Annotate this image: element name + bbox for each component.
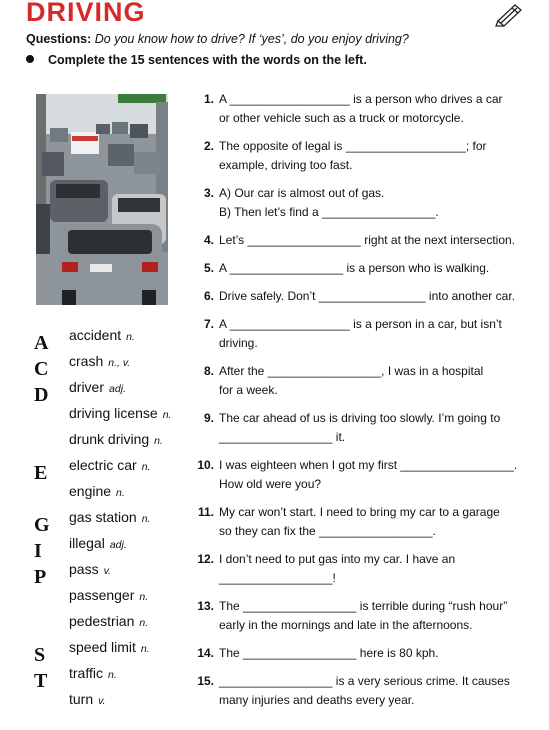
word-row [30, 353, 200, 379]
word-row [30, 509, 200, 535]
word-text: speed limit [69, 639, 136, 655]
index-letter: P [34, 566, 47, 588]
sentence-text [219, 597, 539, 635]
sentence-line: example, driving too fast. [219, 158, 353, 172]
word-text: electric car [69, 457, 137, 473]
part-of-speech: n. [139, 617, 149, 629]
word-item [69, 561, 111, 577]
word-row [30, 327, 200, 353]
word-item [69, 483, 125, 499]
sentence-line: The opposite of legal is __________________; for [219, 139, 487, 153]
sentence-text [219, 231, 539, 250]
word-item [69, 613, 148, 629]
word-row [30, 561, 200, 587]
word-text: passenger [69, 587, 135, 603]
word-item [69, 457, 150, 473]
sentence-line: My car won’t start. I need to bring my car to a garage [219, 505, 500, 519]
word-text: pedestrian [69, 613, 135, 629]
sentence-text [219, 315, 539, 353]
word-text: drunk driving [69, 431, 150, 447]
page-title: DRIVING [26, 0, 146, 27]
index-letter: I [34, 540, 42, 562]
word-row [30, 457, 200, 483]
word-row [30, 587, 200, 613]
word-item [69, 587, 148, 603]
sentence-line: I was eighteen when I got my first _________________. [219, 458, 518, 472]
index-letter: G [34, 514, 50, 536]
word-text: accident [69, 327, 122, 343]
sentence-number: 5. [203, 261, 214, 275]
index-letter: S [34, 644, 46, 666]
sentence-line: After the _________________, I was in a hospital [219, 364, 484, 378]
sentence-number: 15. [197, 674, 214, 688]
sentence-line: A) Our car is almost out of gas. [219, 186, 385, 200]
sentence-text [219, 90, 539, 128]
sentence-number: 8. [203, 364, 214, 378]
sentence-number: 10. [197, 458, 214, 472]
sentence-number: 14. [197, 646, 214, 660]
sentence-line: The car ahead of us is driving too slowly. I’m going to [219, 411, 501, 425]
sentence-number: 3. [203, 186, 214, 200]
instruction-line [26, 53, 367, 67]
sentence-line: A __________________ is a person in a car, but isn’t [219, 317, 502, 331]
sentence-text [219, 456, 539, 494]
sentence-line: I don’t need to put gas into my car. I have an [219, 552, 456, 566]
index-letter: E [34, 462, 48, 484]
word-item [69, 353, 130, 369]
instruction-text: Complete the 15 sentences with the words on the left. [48, 53, 367, 67]
questions-text: Do you know how to drive? If ‘yes’, do you enjoy driving? [94, 32, 409, 46]
part-of-speech: n. [116, 487, 125, 499]
sentence-line: B) Then let’s find a _________________. [219, 205, 439, 219]
sentence-line: for a week. [219, 383, 278, 397]
questions-label: Questions: [26, 32, 92, 46]
word-item [69, 691, 106, 707]
word-item [69, 431, 163, 447]
sentence-number: 1. [203, 92, 214, 106]
word-text: pass [69, 561, 99, 577]
word-text: driver [69, 379, 105, 395]
sentence-text [219, 409, 539, 447]
sentence-text [219, 550, 539, 588]
word-text: engine [69, 483, 112, 499]
word-text: traffic [69, 665, 103, 681]
word-row [30, 665, 200, 691]
sentence-number: 9. [203, 411, 214, 425]
word-text: illegal [69, 535, 105, 551]
sentence-line: _________________ it. [219, 430, 346, 444]
sentence-number: 11. [197, 505, 214, 519]
sentence-line: Let’s _________________ right at the next intersection. [219, 233, 516, 247]
word-row [30, 483, 200, 509]
sentence-number: 6. [203, 289, 214, 303]
sentence-text [219, 672, 539, 710]
word-item [69, 535, 127, 551]
part-of-speech: n. [107, 669, 117, 681]
index-letter: T [34, 670, 48, 692]
part-of-speech: v. [98, 695, 106, 707]
part-of-speech: n. [154, 435, 163, 447]
sentence-line: driving. [219, 336, 258, 350]
word-text: driving license [69, 405, 158, 421]
index-letter: C [34, 358, 49, 380]
sentence-text [219, 259, 539, 278]
sentence-line: or other vehicle such as a truck or motorcycle. [219, 111, 464, 125]
sentence-number: 4. [203, 233, 214, 247]
sentence-text [219, 287, 539, 306]
part-of-speech: n. [162, 409, 172, 421]
part-of-speech: adj. [109, 539, 127, 551]
word-row [30, 431, 200, 457]
part-of-speech: n., v. [108, 357, 131, 369]
pencil-icon [493, 1, 525, 27]
part-of-speech: adj. [109, 383, 126, 395]
part-of-speech: n. [141, 513, 151, 525]
bullet-dot [26, 55, 34, 63]
traffic-photo [36, 94, 168, 305]
part-of-speech: n. [140, 643, 150, 655]
sentence-line: A _________________ is a person who is walking. [219, 261, 490, 275]
word-item [69, 379, 126, 395]
sentence-number: 2. [203, 139, 214, 153]
part-of-speech: n. [141, 461, 151, 473]
part-of-speech: n. [139, 591, 149, 603]
word-text: gas station [69, 509, 137, 525]
index-letter: D [34, 384, 49, 406]
word-row [30, 379, 200, 405]
part-of-speech: n. [126, 331, 135, 343]
word-row [30, 691, 200, 717]
word-row [30, 639, 200, 665]
sentence-line: early in the mornings and late in the afternoons. [219, 618, 473, 632]
sentence-line: so they can fix the _________________. [219, 524, 436, 538]
word-row [30, 405, 200, 431]
word-item [69, 327, 135, 343]
word-row [30, 535, 200, 561]
part-of-speech: v. [103, 565, 111, 577]
sentence-line: The _________________ is terrible during “rush hour” [219, 599, 508, 613]
questions-line [26, 32, 409, 46]
sentence-line: many injuries and deaths every year. [219, 693, 415, 707]
word-item [69, 509, 150, 525]
sentence-text [219, 644, 539, 663]
index-letter: A [34, 332, 49, 354]
sentence-line: A __________________ is a person who drives a car [219, 92, 503, 106]
sentence-text [219, 503, 539, 541]
sentence-line: How old were you? [219, 477, 322, 491]
sentence-line: Drive safely. Don’t ________________ into another car. [219, 289, 515, 303]
word-item [69, 665, 117, 681]
sentence-line: The _________________ here is 80 kph. [219, 646, 439, 660]
word-row [30, 613, 200, 639]
word-item [69, 639, 150, 655]
sentence-text [219, 137, 539, 175]
sentence-number: 12. [197, 552, 214, 566]
word-text: crash [69, 353, 104, 369]
sentence-text [219, 362, 539, 400]
sentence-line: _________________ is a very serious crime. It causes [219, 674, 510, 688]
sentence-text [219, 184, 539, 222]
word-item [69, 405, 171, 421]
sentence-number: 13. [197, 599, 214, 613]
sentence-line: _________________! [219, 571, 336, 585]
sentence-number: 7. [203, 317, 214, 331]
word-text: turn [69, 691, 94, 707]
